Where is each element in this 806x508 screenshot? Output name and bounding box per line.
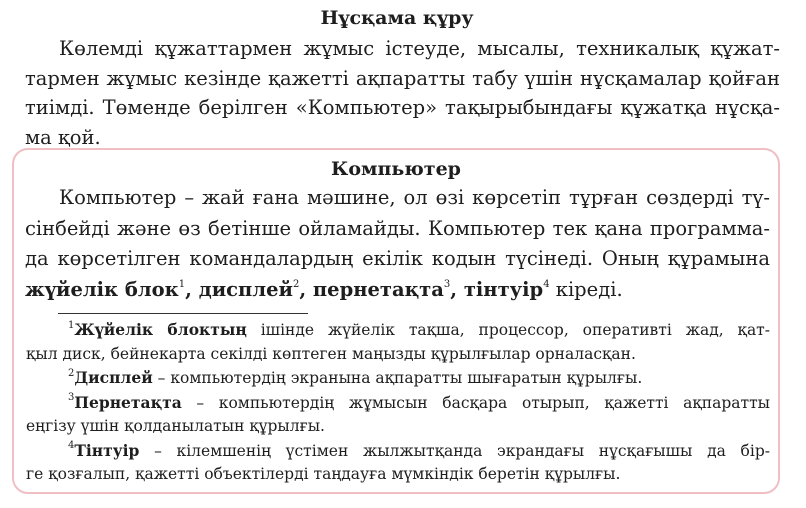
footnote-term: Тінтуір xyxy=(74,440,140,460)
term-ref: 4 xyxy=(543,279,550,290)
footnote-text: – компьютердің экранына ақпаратты шығаратын құрылғы. xyxy=(152,369,643,387)
term-separator: , xyxy=(450,277,464,301)
line-end: кіреді. xyxy=(549,277,623,301)
footnote-term: Жүйелік блоктың xyxy=(74,320,247,339)
footnotes xyxy=(26,318,770,487)
document-paragraph xyxy=(25,183,770,305)
footnote-line xyxy=(26,391,770,416)
term-display: дисплей xyxy=(198,277,293,301)
document-line: Компьютер – жай ғана мәшине, ол өзі көрсетіп тұрған сөздерді тү- xyxy=(59,186,770,209)
footnote-text: – кілемшенің үстімен жылжытқанда экрандағы нұсқағышы да бір- xyxy=(139,441,770,460)
intro-line: ма қой. xyxy=(25,125,101,149)
footnote-term: Пернетақта xyxy=(74,392,182,412)
document-line-terms xyxy=(25,275,770,306)
term-system-unit: жүйелік блок xyxy=(25,277,179,301)
footnote-number: 3 xyxy=(68,392,75,404)
footnote-text: – компьютердің жұмысын басқара отырып, қажетті ақпаратты xyxy=(181,393,770,412)
footnote-number: 1 xyxy=(68,319,75,331)
footnote-line: ге қозғалып, қажетті объектілерді таңдауға мүмкіндік беретін құрылғы. xyxy=(26,465,621,483)
term-ref: 3 xyxy=(443,279,451,290)
footnote-line: еңгізу үшін қолданылатын құрылғы. xyxy=(26,417,325,435)
footnote-text: ішінде жүйелік тақша, процессор, оперативті жад, қат- xyxy=(246,321,770,339)
footnote-line: қыл диск, бейнекарта секілді көптеген маңызды құрылғылар орналасқан. xyxy=(26,344,636,363)
term-ref: 2 xyxy=(292,279,300,290)
footnote-divider xyxy=(58,313,308,314)
document-line: да көрсетілген командалардың екілік кодын түсінеді. Оның құрамына xyxy=(25,247,770,270)
term-separator: , xyxy=(185,277,199,301)
footnote-line xyxy=(26,366,770,391)
intro-paragraph xyxy=(25,34,780,152)
intro-line: Көлемді құжаттармен жұмыс істеуде, мысалы, техникалық құжат- xyxy=(59,37,780,60)
footnote-number: 2 xyxy=(68,367,75,379)
intro-line: тиімді. Төменде берілген «Компьютер» тақырыбындағы құжатқа нұсқа- xyxy=(25,96,780,119)
footnote-line xyxy=(26,318,770,343)
document-line: сінбейді және өз бетінше ойламайды. Компьютер тек қана программа- xyxy=(25,216,770,240)
footnote-term: Дисплей xyxy=(74,368,153,387)
intro-line: тармен жұмыс кезінде қажетті ақпаратты табу үшін нұсқамалар қойған xyxy=(25,66,780,90)
footnote-number: 4 xyxy=(68,440,75,452)
footnote-line xyxy=(26,439,770,464)
term-ref: 1 xyxy=(178,279,186,290)
page-title: Нұсқама құру xyxy=(320,7,474,29)
document-title: Компьютер xyxy=(331,158,461,180)
term-keyboard: пернетақта xyxy=(312,277,444,301)
term-mouse: тінтуір xyxy=(463,277,544,301)
term-separator: , xyxy=(299,277,313,301)
